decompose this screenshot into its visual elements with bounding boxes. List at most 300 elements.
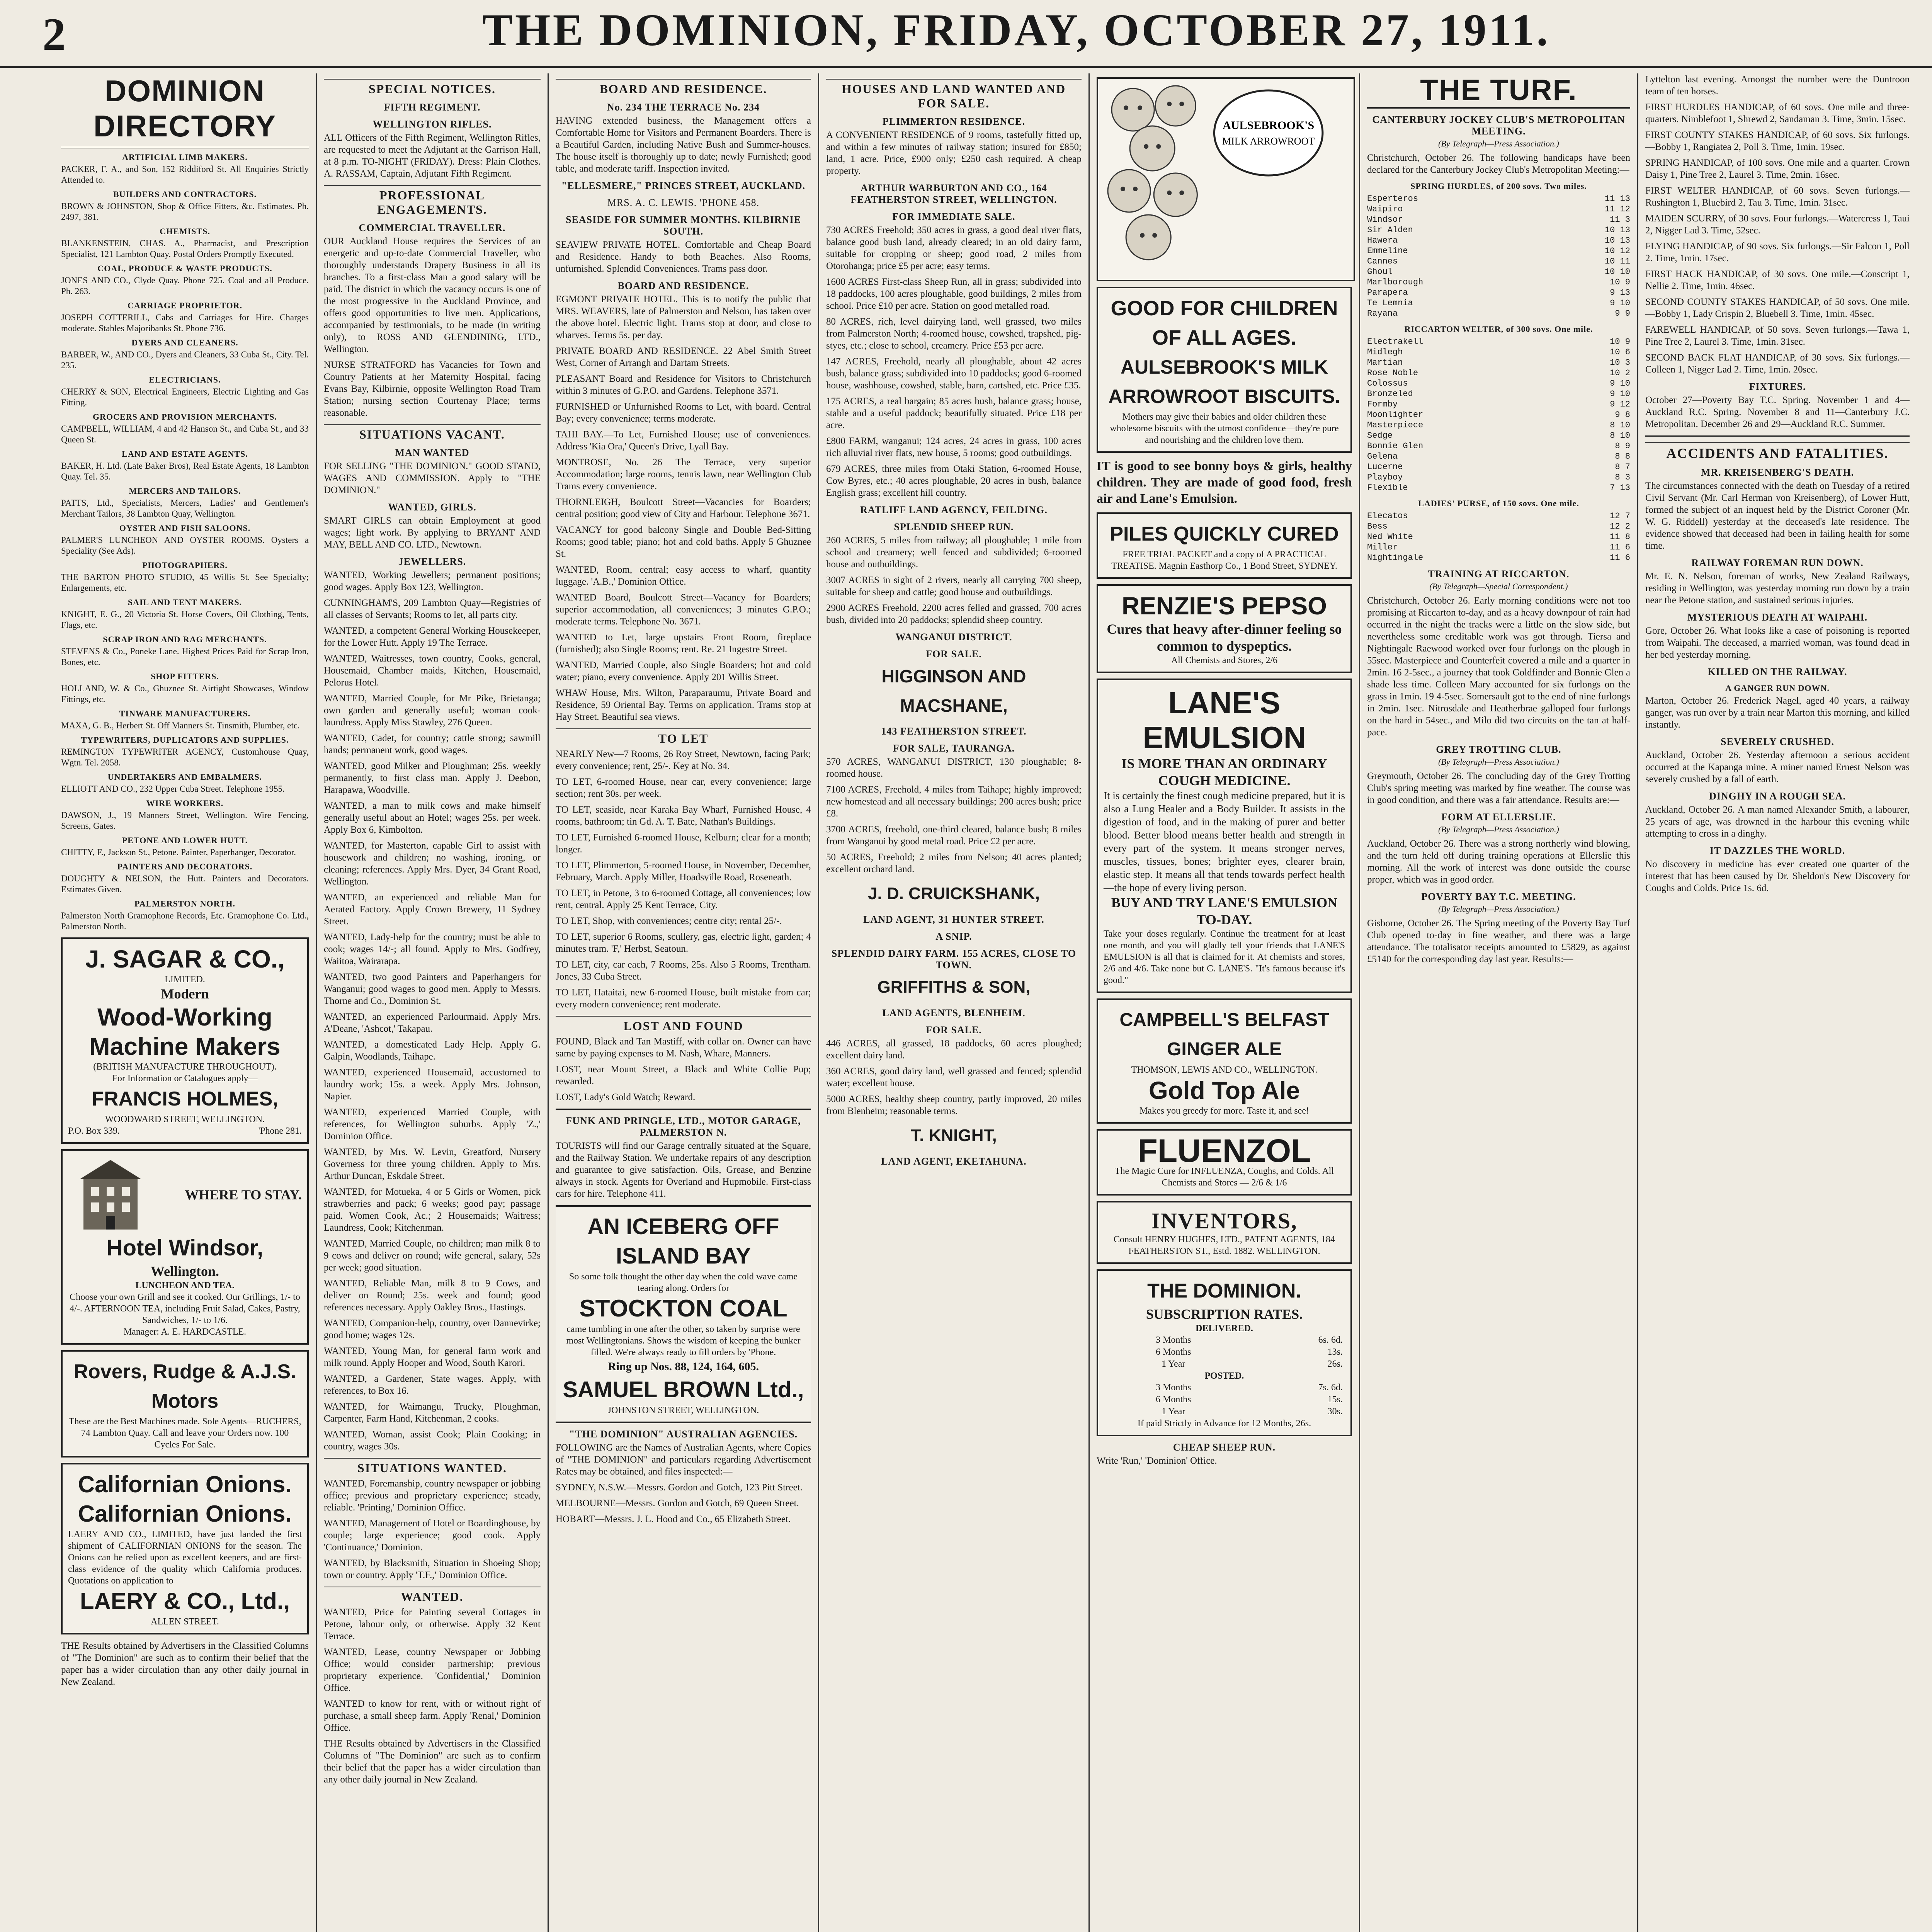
kreisen-text: The circumstances connected with the death on Tuesday of a retired Civil Servant (Mr. Carl Herman von Kreisenberg), of Lower Hutt, formed the subject of an inquest held by the District Coroner (Mr. W. G. Riddell) yesterday at the deceased's late residence. The evidence showed that deceased had been in failing health for some time.: [1645, 481, 1910, 551]
horse-name: Hawera: [1367, 236, 1398, 245]
classified-ad: TO LET, superior 6 Rooms, scullery, gas, electric light, garden; 4 minutes tram. 'F,' Herbst, Seatoun.: [556, 932, 811, 954]
board-list: [556, 373, 811, 723]
horse-weight: 10 9: [1610, 337, 1630, 347]
regiment-notice: ALL Officers of the Fifth Regiment, Wellington Rifles, are requested to meet the Adjutant at the Garrison Hall, at 8 p.m. TO-NIGHT (FRIDAY). Dress: Plain Clothes. A. RASSAM, Captain, Adjutant Fifth Regiment.: [324, 133, 541, 179]
horse-name: Esperteros: [1367, 194, 1418, 204]
classified-ad: TO LET, 6-roomed House, near car, every convenience; large section; rent 30s. per week.: [556, 777, 811, 799]
onions-text: LAERY AND CO., LIMITED, have just landed the first shipment of CALIFORNIAN ONIONS for the season. The Onions can be relied upon as excellent keepers, and are first-class evidence of the quality which California produces. Quotations on application to: [68, 1529, 302, 1586]
land-list-d: [826, 1037, 1082, 1117]
classified-ad: NEARLY New—7 Rooms, 26 Roy Street, Newtown, facing Park; every convenience; rent, 25/-. Key at No. 34.: [556, 749, 811, 771]
fluenzol-text: The Magic Cure for INFLUENZA, Coughs, and Colds. All Chemists and Stores — 2/6 & 1/6: [1114, 1166, 1334, 1188]
directory-entry: CHITTY, F., Jackson St., Petone. Painter, Paperhanger, Decorator.: [61, 847, 296, 857]
rate-period: 6 Months: [1156, 1395, 1191, 1405]
horse-name: Gelena: [1367, 452, 1398, 461]
posted-heading: POSTED.: [1204, 1371, 1244, 1381]
hotel-text: Choose your own Grill and see it cooked. Our Grillings, 1/- to 4/-. AFTERNOON TEA, including Fruit Salad, Cakes, Pastry, Sandwiches, 1/- to 1/6.: [70, 1292, 300, 1325]
classified-ad: TO LET, in Petone, 3 to 6-roomed Cottage, all conveniences; low rent, central. Apply 25 Kent Terrace, City.: [556, 888, 811, 910]
cruickshank-heading: J. D. CRUICKSHANK,: [868, 884, 1040, 903]
horse-weight: 9 10: [1610, 298, 1630, 308]
knight-heading: T. KNIGHT,: [911, 1126, 997, 1145]
ellerslie-credit: (By Telegraph—Press Association.): [1438, 825, 1559, 834]
directory-category: GROCERS AND PROVISION MERCHANTS.: [93, 412, 277, 422]
railway-heading: RAILWAY FOREMAN RUN DOWN.: [1691, 557, 1864, 568]
race-entry: [1367, 420, 1630, 430]
campbells-title: CAMPBELL'S BELFAST GINGER ALE: [1119, 1010, 1329, 1060]
classified-ad: WANTED, by Blacksmith, Situation in Shoeing Shop; town or country. Apply 'T.F.,' Dominion Office.: [324, 1558, 541, 1580]
higginson-heading: HIGGINSON AND MACSHANE,: [881, 666, 1026, 716]
horse-name: Playboy: [1367, 473, 1403, 482]
rate-value: 26s.: [1327, 1359, 1343, 1369]
horse-weight: 8 9: [1615, 441, 1630, 451]
lost-heading: LOST AND FOUND: [556, 1016, 811, 1033]
mystery-text: Gore, October 26. What looks like a case of poisoning is reported from Waipahi. The deceased, a married woman, was found dead in her bed yesterday morning.: [1645, 626, 1910, 660]
land-ad: 80 ACRES, rich, level dairying land, well grassed, two miles from Palmerston North; 4-roomed house, cowshed, trapshed, pig-styes, etc.; close to school, creamery. Price £53 per acre.: [826, 316, 1082, 351]
race-entry: [1367, 451, 1630, 462]
sagar-box: P.O. Box 339.: [68, 1126, 120, 1136]
race-entry: [1367, 521, 1630, 532]
ratliff-heading: RATLIFF LAND AGENCY, FEILDING.: [860, 504, 1048, 515]
svg-text:AULSEBROOK'S: AULSEBROOK'S: [1223, 119, 1315, 132]
horse-weight: 10 2: [1610, 368, 1630, 378]
land-ad: 260 ACRES, 5 miles from railway; all ploughable; 1 mile from school and creamery; well fenced and subdivided; 6-roomed house and outbuildings.: [826, 535, 1082, 570]
directory-entry: BAKER, H. Ltd. (Late Baker Bros), Real Estate Agents, 18 Lambton Quay. Tel. 35.: [61, 461, 309, 481]
horse-weight: 9 13: [1610, 288, 1630, 298]
nurse-notice: NURSE STRATFORD has Vacancies for Town and Country Patients at her Maternity Hospital, facing Evans Bay, Kilbirnie, opposite Wellington Road Tram Station; nursing section Courtenay Place; terms reasonable.: [324, 360, 541, 418]
higginson-address: 143 FEATHERSTON STREET.: [881, 726, 1027, 737]
classified-ad: PLEASANT Board and Residence for Visitors to Christchurch within 3 minutes of G.P.O. and Gardens. Telephone 3571.: [556, 374, 811, 396]
race-entry: [1367, 357, 1630, 368]
directory-entry: THE BARTON PHOTO STUDIO, 45 Willis St. See Specialty; Enlargements, etc.: [61, 572, 309, 593]
classified-ad: WANTED, for Masterton, capable Girl to assist with housework and children; no washing, ironing, or cleaning; references. Apply Mrs. Dyer, 34 Grant Road, Wellington.: [324, 840, 541, 887]
directory-category: ARTIFICIAL LIMB MAKERS.: [122, 152, 248, 162]
horse-weight: 8 3: [1615, 473, 1630, 482]
horse-name: Formby: [1367, 400, 1398, 409]
directory-entry: MAXA, G. B., Herbert St. Off Manners St. Tinsmith, Plumber, etc.: [61, 721, 300, 730]
situations-wanted-list: [324, 1478, 541, 1581]
classified-ad: TO LET, Plimmerton, 5-roomed House, in November, December, February, March. Apply Miller, Hoadsville Road, Roseneath.: [556, 860, 811, 883]
directory-entry: PATTS, Ltd., Specialists, Mercers, Ladies' and Gentlemen's Merchant Tailors, 38 Lambton Quay, Wellington.: [61, 498, 309, 519]
horse-name: Rayana: [1367, 309, 1398, 318]
horse-weight: 11 6: [1610, 553, 1630, 563]
splendid-heading: SPLENDID SHEEP RUN.: [894, 521, 1014, 532]
race-entry: [1367, 441, 1630, 451]
horse-weight: 8 10: [1610, 431, 1630, 440]
board-res-heading: BOARD AND RESIDENCE.: [617, 280, 749, 291]
classified-ad: WANTED, Young Man, for general farm work and milk round. Apply Hooper and Wood, South Karori.: [324, 1346, 541, 1368]
race-entry: [1367, 337, 1630, 347]
classified-ad: WANTED, Working Jewellers; permanent positions; good wages. Apply Box 123, Wellington.: [324, 570, 541, 592]
onions-address: ALLEN STREET.: [151, 1617, 219, 1627]
land-ad: 3007 ACRES in sight of 2 rivers, nearly all carrying 700 sheep, suitable for sheep and cattle; good house and outbuildings.: [826, 575, 1082, 597]
horse-weight: 9 9: [1615, 309, 1630, 318]
classified-ad: TO LET, Furnished 6-roomed House, Kelburn; clear for a month; longer.: [556, 832, 811, 855]
classified-ad: WANTED, two good Painters and Paperhangers for Wanganui; good wages to good men. Apply to Messrs. Thorne and Co., Dominion St.: [324, 972, 541, 1006]
inventors-title: INVENTORS,: [1151, 1208, 1298, 1233]
renzie-text: Cures that heavy after-dinner feeling so common to dyspeptics.: [1107, 621, 1342, 654]
directory-category: MERCERS AND TAILORS.: [129, 486, 241, 496]
horse-name: Marlborough: [1367, 277, 1423, 287]
where-to-stay-title: WHERE TO STAY.: [185, 1187, 302, 1202]
girls-wanted-heading: WANTED, GIRLS.: [388, 502, 476, 513]
rates-note: If paid Strictly in Advance for 12 Months, 26s.: [1137, 1418, 1311, 1429]
horse-name: Bronzeled: [1367, 389, 1413, 399]
horse-weight: 11 12: [1604, 204, 1630, 214]
page-header: [0, 0, 1932, 68]
horse-weight: 8 10: [1610, 420, 1630, 430]
fixtures-heading: FIXTURES.: [1749, 381, 1806, 392]
horse-name: Ghoul: [1367, 267, 1393, 277]
sagar-line1: Modern: [161, 986, 209, 1002]
man-wanted-heading: MAN WANTED: [395, 447, 469, 458]
classified-ad: WANTED, Married Couple, no children; man milk 8 to 9 cows and deliver on round; wife general, salary, 52s per week; good situation.: [324, 1238, 541, 1273]
hurdles-entries: [1367, 194, 1630, 319]
classified-ad: THORNLEIGH, Boulcott Street—Vacancies for Boarders; central position; good view of City and Harbour. Telephone 3671.: [556, 497, 811, 519]
classified-ad: WANTED, Woman, assist Cook; Plain Cooking; in country, wages 30s.: [324, 1429, 541, 1452]
ladies-entries: [1367, 511, 1630, 563]
directory-entry: STEVENS & Co., Poneke Lane. Highest Prices Paid for Scrap Iron, Bones, etc.: [61, 646, 309, 667]
welter-heading: RICCARTON WELTER, of 300 sovs. One mile.: [1404, 324, 1593, 334]
classified-ad: WANTED, an experienced and reliable Man for Aerated Factory. Apply Crown Brewery, 11 Sydney Street.: [324, 892, 541, 927]
race-entry: [1367, 308, 1630, 319]
lanes-text: It is certainly the finest cough medicine prepared, but it is also a Lung Healer and a Body Builder. It assists in the digestion of food, and in the making of purer and better blood. Better blood means better health and strength in every part of the system. It means stronger nerves, muscles, tissues, bones; brighter eyes, clearer brain, elastic step. It means all that tends towards perfect health—the hope of every living person.: [1104, 790, 1345, 893]
column-notices: [317, 73, 549, 1932]
land-ad: 50 ACRES, Freehold; 2 miles from Nelson; 40 acres planted; excellent orchard land.: [826, 852, 1082, 874]
rate-value: 15s.: [1327, 1395, 1343, 1405]
snip-heading: A SNIP.: [935, 931, 972, 942]
directory-entry: DOUGHTY & NELSON, the Hutt. Painters and Decorators. Estimates Given.: [61, 874, 309, 894]
poverty-heading: POVERTY BAY T.C. MEETING.: [1421, 891, 1576, 902]
column-turf: [1360, 73, 1638, 1932]
ladies-heading: LADIES' PURSE, of 150 sovs. One mile.: [1418, 498, 1579, 508]
greytown-heading: GREY TROTTING CLUB.: [1436, 744, 1561, 755]
ccc-credit: (By Telegraph—Press Association.): [1438, 139, 1559, 148]
gold-top-text: Makes you greedy for more. Taste it, and see!: [1139, 1106, 1310, 1116]
rate-period: 3 Months: [1156, 1383, 1191, 1393]
directory-category: TYPEWRITERS, DUPLICATORS AND SUPPLIES.: [81, 735, 289, 745]
page-number: 2: [43, 9, 66, 60]
ccc-heading: CANTERBURY JOCKEY CLUB'S METROPOLITAN MEETING.: [1372, 114, 1625, 137]
column-directory: [54, 73, 317, 1932]
agency-entry: HOBART—Messrs. J. L. Hood and Co., 65 Elizabeth Street.: [556, 1514, 791, 1524]
horse-weight: 9 10: [1610, 379, 1630, 388]
horse-weight: 10 12: [1604, 246, 1630, 256]
land-list-a: [826, 224, 1082, 499]
directory-entry: BLANKENSTEIN, CHAS. A., Pharmacist, and Prescription Specialist, 121 Lambton Quay. Postal Orders Promptly Executed.: [61, 238, 309, 259]
seaside-heading: SEASIDE FOR SUMMER MONTHS. KILBIRNIE SOUTH.: [566, 214, 801, 237]
rifles-heading: WELLINGTON RIFLES.: [372, 119, 492, 130]
poverty-credit: (By Telegraph—Press Association.): [1438, 904, 1559, 914]
directory-category: COAL, PRODUCE & WASTE PRODUCTS.: [97, 264, 272, 273]
egmont-text: EGMONT PRIVATE HOTEL. This is to notify the public that MRS. WEAVERS, late of Palmerston and Nelson, has taken over the above hotel. Electric light. Trams stop at door, and close to wharves. Terms 5s. per day.: [556, 294, 811, 340]
campbells-ad: [1097, 998, 1352, 1124]
samuel-brown: SAMUEL BROWN Ltd.,: [563, 1377, 804, 1402]
ellesmere-heading: "ELLESMERE," PRINCES STREET, AUCKLAND.: [561, 180, 806, 191]
dazzles-heading: IT DAZZLES THE WORLD.: [1709, 845, 1845, 856]
classified-ad: WANTED, Foremanship, country newspaper or jobbing office; previous and proprietary experience; steady, reliable. 'Printing,' Dominion Office.: [324, 1478, 541, 1513]
horse-weight: 9 12: [1610, 400, 1630, 409]
race-result: SECOND BACK FLAT HANDICAP, of 30 sovs. Six furlongs.—Colleen 1, Nigger Lad 2. Time, 1min. 20sec.: [1645, 352, 1910, 375]
stockton-ad: [556, 1205, 811, 1423]
land-heading: HOUSES AND LAND WANTED AND FOR SALE.: [826, 79, 1082, 111]
race-entry: [1367, 511, 1630, 521]
directory-category: SCRAP IRON AND RAG MERCHANTS.: [103, 634, 267, 644]
lanes-emulsion-ad: [1097, 679, 1352, 993]
classified-ad: WANTED, experienced Married Couple, with references, for Wellington suburbs. Apply 'Z.,' Dominion Office.: [324, 1107, 541, 1141]
race-entry: [1367, 347, 1630, 357]
race-entry: [1367, 235, 1630, 246]
fluenzol-ad: [1097, 1129, 1352, 1196]
sagar-contacts: [68, 1125, 302, 1137]
ellerslie-text: Auckland, October 26. There was a strong northerly wind blowing, and the turn held off during training operations at Ellerslie this morning. All the work of interest was done outside the course proper, which was in good order.: [1367, 838, 1630, 885]
ellerslie-heading: FORM AT ELLERSLIE.: [1441, 811, 1556, 823]
race-result: FIRST HACK HANDICAP, of 30 sovs. One mile.—Conscript 1, Nellie 2. Time, 1min. 46sec.: [1645, 269, 1910, 291]
lane-ad-1: IT is good to see bonny boys & girls, healthy children. They are made of good food, fresh air and Lane's Emulsion.: [1097, 459, 1352, 506]
horse-name: Moonlighter: [1367, 410, 1423, 420]
classified-ad: LOST, near Mount Street, a Black and White Collie Pup; rewarded.: [556, 1064, 811, 1087]
rate-row: [1104, 1358, 1345, 1370]
race-result: SECOND COUNTY STAKES HANDICAP, of 50 sovs. One mile.—Bobby 1, Lady Crispin 2, Bluebell 3. Time, 1min. 45sec.: [1645, 297, 1910, 319]
wanted-list: [324, 569, 541, 1452]
directory-entry: JOSEPH COTTERILL, Cabs and Carriages for Hire. Charges moderate. Stables Majoribanks St. Phone 736.: [61, 313, 309, 333]
seaview-text: SEAVIEW PRIVATE HOTEL. Comfortable and Cheap Board and Residence. Handy to both Beaches. Also Rooms, unfurnished. Splendid Conveniences. Trams pass door.: [556, 240, 811, 274]
race-result: FLYING HANDICAP, of 90 sovs. Six furlongs.—Sir Falcon 1, Poll 2. Time, 1min. 17sec.: [1645, 241, 1910, 264]
race-entry: [1367, 389, 1630, 399]
training-heading: TRAINING AT RICCARTON.: [1428, 568, 1570, 580]
classified-ad: WANTED, a competent General Working Housekeeper, for the Lower Hutt. Apply 19 The Terrace.: [324, 626, 541, 648]
rate-value: 13s.: [1327, 1347, 1343, 1357]
directory-category: TINWARE MANUFACTURERS.: [119, 709, 251, 718]
directory-entry: CHERRY & SON, Electrical Engineers, Electric Lighting and Gas Fitting.: [61, 387, 309, 407]
race-result: MAIDEN SCURRY, of 30 sovs. Four furlongs.—Watercress 1, Taui 2, Nigger Lad 3. Time, 52sec.: [1645, 213, 1910, 236]
mystery-heading: MYSTERIOUS DEATH AT WAIPAHI.: [1687, 612, 1868, 623]
directory-entry: ELLIOTT AND CO., 232 Upper Cuba Street. Telephone 1955.: [61, 784, 285, 794]
fixtures-text: October 27—Poverty Bay T.C. Spring. November 1 and 4—Auckland R.C. Spring. November 8 and 11—Canterbury J.C. Metropolitan. December 26 and 29—Auckland R.C. Summer.: [1645, 395, 1910, 429]
race-entry: [1367, 214, 1630, 225]
ccc-text: Christchurch, October 26. The following handicaps have been declared for the Canterbury Jockey Club's Metropolitan Meeting:—: [1367, 153, 1630, 175]
special-notices-heading: SPECIAL NOTICES.: [324, 79, 541, 96]
forsale1-heading: FOR SALE.: [926, 648, 982, 660]
poverty-text: Gisborne, October 26. The Spring meeting of the Poverty Bay Turf Club opened to-day in fine weather, and there was a large attendance. The totalisator receipts amounted to £5829, as against £5140 for the corresponding day last year. Results:—: [1367, 918, 1630, 964]
training-credit: (By Telegraph—Special Correspondent.): [1429, 582, 1568, 591]
horse-weight: 8 7: [1615, 462, 1630, 472]
classified-ad: WANTED, Lease, country Newspaper or Jobbing Office; would consider partnership; previous proprietary experience. 'Confidential,' Dominion Office.: [324, 1647, 541, 1693]
land-list-c: [826, 756, 1082, 875]
rates-delivered-table: [1104, 1334, 1345, 1370]
classified-ad: WANTED, good Milker and Ploughman; 25s. weekly permanently, to first class man. Apply J. Deebon, Harapawa, Woodville.: [324, 761, 541, 795]
horse-name: Te Lemnia: [1367, 298, 1413, 308]
directory-category: UNDERTAKERS AND EMBALMERS.: [107, 772, 262, 782]
jewellers-heading: JEWELLERS.: [398, 556, 466, 567]
horse-weight: 10 6: [1610, 347, 1630, 357]
rate-period: 1 Year: [1162, 1406, 1185, 1417]
lost-list: [556, 1036, 811, 1103]
wanganui-heading: WANGANUI DISTRICT.: [895, 631, 1012, 643]
directory-category: LAND AND ESTATE AGENTS.: [122, 449, 248, 459]
crushed-text: Auckland, October 26. Yesterday afternoon a serious accident occurred at the Kapanga mine. A miner named Ernest Nelson was severely crushed by a fall of earth.: [1645, 750, 1910, 784]
race-result: FAREWELL HANDICAP, of 50 sovs. Seven furlongs.—Tawa 1, Pine Tree 2, Laurel 3. Time, 1min. 31sec.: [1645, 325, 1910, 347]
wanted2-list: [324, 1606, 541, 1734]
classified-ad: LOST, Lady's Gold Watch; Reward.: [556, 1092, 696, 1102]
onions-title-2: Californian Onions.: [78, 1501, 292, 1527]
inventors-ad: [1097, 1201, 1352, 1264]
sagar-note: (BRITISH MANUFACTURE THROUGHOUT).: [93, 1062, 277, 1072]
race-entry: [1367, 462, 1630, 472]
tolet-heading: TO LET: [556, 728, 811, 746]
directory-category: PETONE AND LOWER HUTT.: [122, 835, 248, 845]
immediate-heading: FOR IMMEDIATE SALE.: [892, 211, 1015, 222]
sheep-run-heading: CHEAP SHEEP RUN.: [1173, 1442, 1276, 1453]
board-heading: BOARD AND RESIDENCE.: [556, 79, 811, 96]
rovers-title: Rovers, Rudge & A.J.S. Motors: [73, 1361, 296, 1412]
directory-category: BUILDERS AND CONTRACTORS.: [113, 189, 257, 199]
land-ad: 7100 ACRES, Freehold, 4 miles from Taihape; highly improved; new homestead and all necessary buildings; 200 acres bush; price £8.: [826, 784, 1082, 819]
private-board-text: PRIVATE BOARD AND RESIDENCE. 22 Abel Smith Street West, Corner of Arrangh and Dartam Streets.: [556, 346, 811, 368]
aulsebrook-name: AULSEBROOK'S MILK ARROWROOT BISCUITS.: [1108, 356, 1340, 407]
agencies-text: FOLLOWING are the Names of Australian Agents, where Copies of "THE DOMINION" and particulars regarding Advertisement Rates may be obtained, and files inspected:—: [556, 1442, 811, 1477]
directory-entry: Palmerston North Gramophone Records, Etc. Gramophone Co. Ltd., Palmerston North.: [61, 911, 309, 931]
land-ad: 446 ACRES, all grassed, 18 paddocks, 60 acres ploughed; excellent dairy land.: [826, 1038, 1082, 1061]
land-ad: 175 ACRES, a real bargain; 85 acres bush, balance grass; house, stable and a useful paddock; beautifully situated. Price £18 per acre.: [826, 396, 1082, 430]
motor-heading: FUNK AND PRINGLE, LTD., MOTOR GARAGE, PALMERSTON N.: [566, 1115, 801, 1138]
lanes-buy: BUY AND TRY LANE'S EMULSION TO-DAY.: [1111, 895, 1338, 927]
horse-name: Ned White: [1367, 532, 1413, 542]
sagar-agent: FRANCIS HOLMES,: [92, 1088, 278, 1110]
piles-ad: [1097, 512, 1352, 579]
directory-category: PHOTOGRAPHERS.: [142, 560, 228, 570]
sagar-ad: [61, 937, 309, 1144]
professional-heading: PROFESSIONAL ENGAGEMENTS.: [324, 185, 541, 217]
classified-ad: WANTED, a man to milk cows and make himself generally useful about an Hotel; wages 25s. per week. Apply Box 6, Kimbolton.: [324, 801, 541, 835]
babies-illustration-icon: [1098, 79, 1354, 280]
regiment-heading: FIFTH REGIMENT.: [384, 102, 481, 113]
aulsebrook-ad: [1097, 77, 1355, 281]
dazzles-text: No discovery in medicine has ever created one quarter of the interest that has been caused by Dr. Sheldon's New Discovery for Coughs and Colds. Price 1s. 6d.: [1645, 859, 1910, 893]
killed-text: Marton, October 26. Frederick Nagel, aged 40 years, a railway ganger, was run over by a train near Marton this morning, and killed instantly.: [1645, 696, 1910, 730]
race-entry: [1367, 472, 1630, 483]
classified-ad: MONTROSE, No. 26 The Terrace, very superior Accommodation; large rooms, tennis lawn, near Wellington Club Trams every convenience.: [556, 457, 811, 492]
lanes-foot: Take your doses regularly. Continue the treatment for at least one month, and you will gladly tell your friends that LANE'S EMULSION is all that is claimed for it. At chemists and stores, 2/6 and 4/6. Take none but G. LANE'S. "It's famous because it's good.": [1104, 929, 1345, 985]
classified-ad: WANTED, Price for Painting several Cottages in Petone, labour only, or otherwise. Apply 32 Kent Terrace.: [324, 1607, 541, 1641]
sagar-address: WOODWARD STREET, WELLINGTON.: [105, 1114, 265, 1124]
aulsebrook-good-for: GOOD FOR CHILDREN OF ALL AGES.: [1111, 297, 1338, 349]
horse-name: Miller: [1367, 543, 1398, 552]
rate-row: [1104, 1406, 1345, 1418]
terrace-text: HAVING extended business, the Management offers a Comfortable Home for Visitors and Permanent Boarders. There is a Beautiful Garden, including Native Bush and Summer-houses. The house itself is thoroughly up to date; newly Furnished; good table, and moderate tariff. Inspection invited.: [556, 116, 811, 174]
subscription-box: [1097, 1269, 1352, 1436]
traveller-heading: COMMERCIAL TRAVELLER.: [359, 222, 506, 233]
renzie-note: All Chemists and Stores, 2/6: [1171, 655, 1278, 665]
hotel-manager: Manager: A. E. HARDCASTLE.: [123, 1327, 247, 1337]
classified-ad: WANTED, Cadet, for country; cattle strong; sawmill hands; permanent work, good wages.: [324, 733, 541, 755]
motor-text: TOURISTS will find our Garage centrally situated at the Square, and the Railway Station. We undertake repairs of any description and guarantee to give satisfaction. Oils, Grease, and Benzine always in stock. Agents for Overland and Hupmobile. First-class cars for hire. Telephone 411.: [556, 1141, 811, 1199]
land-ad: 360 ACRES, good dairy land, well grassed and fenced; splendid water; excellent house.: [826, 1066, 1082, 1088]
horse-name: Bess: [1367, 522, 1388, 531]
directory-entry: KNIGHT, E. G., 20 Victoria St. Horse Covers, Oil Clothing, Tents, Flags, etc.: [61, 609, 309, 630]
stockton-title: STOCKTON COAL: [579, 1295, 787, 1322]
campbells-agent: THOMSON, LEWIS AND CO., WELLINGTON.: [1131, 1065, 1318, 1075]
race-entry: [1367, 298, 1630, 308]
horse-weight: 9 10: [1610, 389, 1630, 399]
sheep-run-text: Write 'Run,' 'Dominion' Office.: [1097, 1456, 1217, 1466]
race-entry: [1367, 410, 1630, 420]
hurdles-heading: SPRING HURDLES, of 200 sovs. Two miles.: [1410, 181, 1587, 191]
horse-name: Sedge: [1367, 431, 1393, 440]
fluenzol-title: FLUENZOL: [1138, 1133, 1311, 1169]
sagar-line3: Machine Makers: [89, 1032, 281, 1060]
directory-entry: CAMPBELL, WILLIAM, 4 and 42 Hanson St., and Cuba St., and 33 Queen St.: [61, 424, 309, 444]
col1-footer-note: THE Results obtained by Advertisers in the Classified Columns of "The Dominion" are such as to confirm their belief that the paper has a wider circulation than any other daily journal in New Zealand.: [61, 1641, 309, 1687]
directory-entry: PACKER, F. A., and Son, 152 Riddiford St. All Enquiries Strictly Attended to.: [61, 164, 309, 185]
inventors-text: Consult HENRY HUGHES, LTD., PATENT AGENTS, 184 FEATHERSTON ST., Estd. 1882. WELLINGTON.: [1114, 1235, 1335, 1256]
killed-subheading: A GANGER RUN DOWN.: [1725, 683, 1830, 693]
classified-ad: WANTED, experienced Housemaid, accustomed to laundry work; 15s. a week. Apply Mrs. Johnson, Napier.: [324, 1067, 541, 1102]
sagar-line2: Wood-Working: [97, 1003, 272, 1031]
land-ad: 3700 ACRES, freehold, one-third cleared, balance bush; 8 miles from Wanganui by good metal road. Price £2 per acre.: [826, 824, 1082, 847]
race-entry: [1367, 225, 1630, 235]
horse-weight: 10 13: [1604, 236, 1630, 245]
stockton-text: came tumbling in one after the other, so taken by surprise were most Wellingtonians. Shows the wisdom of keeping the bunker filled. We're always ready to fill orders by 'Phone.: [566, 1324, 801, 1357]
classified-ad: CUNNINGHAM'S, 209 Lambton Quay—Registries of all classes of Servants; Rooms to let, all parts city.: [324, 598, 541, 620]
dinghy-heading: DINGHY IN A ROUGH SEA.: [1709, 791, 1846, 802]
classified-ad: WANTED, Companion-help, country, over Dannevirke; good home; wages 12s.: [324, 1318, 541, 1340]
agency-entry: SYDNEY, N.S.W.—Messrs. Gordon and Gotch, 123 Pitt Street.: [556, 1482, 803, 1493]
wanted-heading: WANTED.: [324, 1587, 541, 1604]
horse-weight: 12 2: [1610, 522, 1630, 531]
race-entry: [1367, 267, 1630, 277]
classified-ad: WANTED, an experienced Parlourmaid. Apply Mrs. A'Deane, 'Ashcot,' Takapau.: [324, 1012, 541, 1034]
directory-entry: HOLLAND, W. & Co., Ghuznee St. Airtight Showcases, Window Fittings, etc.: [61, 684, 309, 704]
directory-category: CARRIAGE PROPRIETOR.: [127, 301, 243, 310]
directory-category: PAINTERS AND DECORATORS.: [117, 862, 253, 871]
column-board: [549, 73, 819, 1932]
classified-ad: WHAW House, Mrs. Wilton, Paraparaumu, Private Board and Residence, 59 Oriental Bay. Terms on application. Trams stop at Hay Street. Beautiful sea views.: [556, 688, 811, 722]
race-entry: [1367, 399, 1630, 410]
directory-entry: BROWN & JOHNSTON, Shop & Office Fitters, &c. Estimates. Ph. 2497, 381.: [61, 201, 309, 222]
horse-name: Lucerne: [1367, 462, 1403, 472]
horse-name: Parapera: [1367, 288, 1408, 298]
plimmerton-text: A CONVENIENT RESIDENCE of 9 rooms, tastefully fitted up, and within a few minutes of railway station; insured for £850; land, 1 acre. Price, £900 only; £250 cash required. A cheap property.: [826, 130, 1082, 176]
kreisen-heading: MR. KREISENBERG'S DEATH.: [1701, 467, 1854, 478]
land-ad: 1600 ACRES First-class Sheep Run, all in grass; subdivided into 18 paddocks, 100 acres ploughable, good buildings, 2 miles from school. Price £10 per acre. Station on good metalled road.: [826, 277, 1082, 311]
classified-ad: WANTED, a Gardener, State wages. Apply, with references, to Box 16.: [324, 1374, 541, 1396]
race-entry: [1367, 287, 1630, 298]
land-ad: 730 ACRES Freehold; 350 acres in grass, a good deal river flats, balance good bush land, already cleared; in an old dairy farm, suitable for cropping or sheep; good road, 2 miles from Otorohanga; price £5 per acre; easy terms.: [826, 225, 1082, 271]
hotel-windsor-ad: [61, 1149, 309, 1345]
horse-name: Bonnie Glen: [1367, 441, 1423, 451]
classified-ad: FURNISHED or Unfurnished Rooms to Let, with board. Central Bay; every convenience; terms moderate.: [556, 401, 811, 424]
land-ad: 570 ACRES, WANGANUI DISTRICT, 130 ploughable; 8-roomed house.: [826, 757, 1082, 779]
turf-title: THE TURF.: [1367, 73, 1630, 109]
classified-ad: WANTED, Married Couple, also Single Boarders; hot and cold water; piano, every convenience. Apply 201 Willis Street.: [556, 660, 811, 682]
horse-name: Midlegh: [1367, 347, 1403, 357]
sagar-phone: 'Phone 281.: [258, 1126, 302, 1136]
horse-name: Windsor: [1367, 215, 1403, 224]
horse-weight: 10 11: [1604, 257, 1630, 266]
iceberg-text: So some folk thought the other day when the cold wave came tearing along. Orders for: [569, 1272, 798, 1293]
situations-wanted-heading: SITUATIONS WANTED.: [324, 1458, 541, 1475]
onions-firm: LAERY & CO., Ltd.,: [80, 1588, 290, 1614]
gold-top-title: Gold Top Ale: [1148, 1077, 1300, 1104]
terrace-heading: No. 234 THE TERRACE No. 234: [607, 102, 760, 113]
results-list: [1645, 129, 1910, 376]
lanes-subtitle: IS MORE THAN AN ORDINARY COUGH MEDICINE.: [1121, 756, 1327, 788]
horse-weight: 10 3: [1610, 358, 1630, 367]
directory-title: DOMINION DIRECTORY: [61, 73, 309, 148]
rate-period: 1 Year: [1162, 1359, 1185, 1369]
directory-category: SAIL AND TENT MAKERS.: [128, 597, 242, 607]
horse-weight: 10 9: [1610, 277, 1630, 287]
classified-ad: VACANCY for good balcony Single and Double Bed-Sitting Rooms; good table; piano; hot and cold baths. Apply 5 Ghuznee St.: [556, 525, 811, 559]
